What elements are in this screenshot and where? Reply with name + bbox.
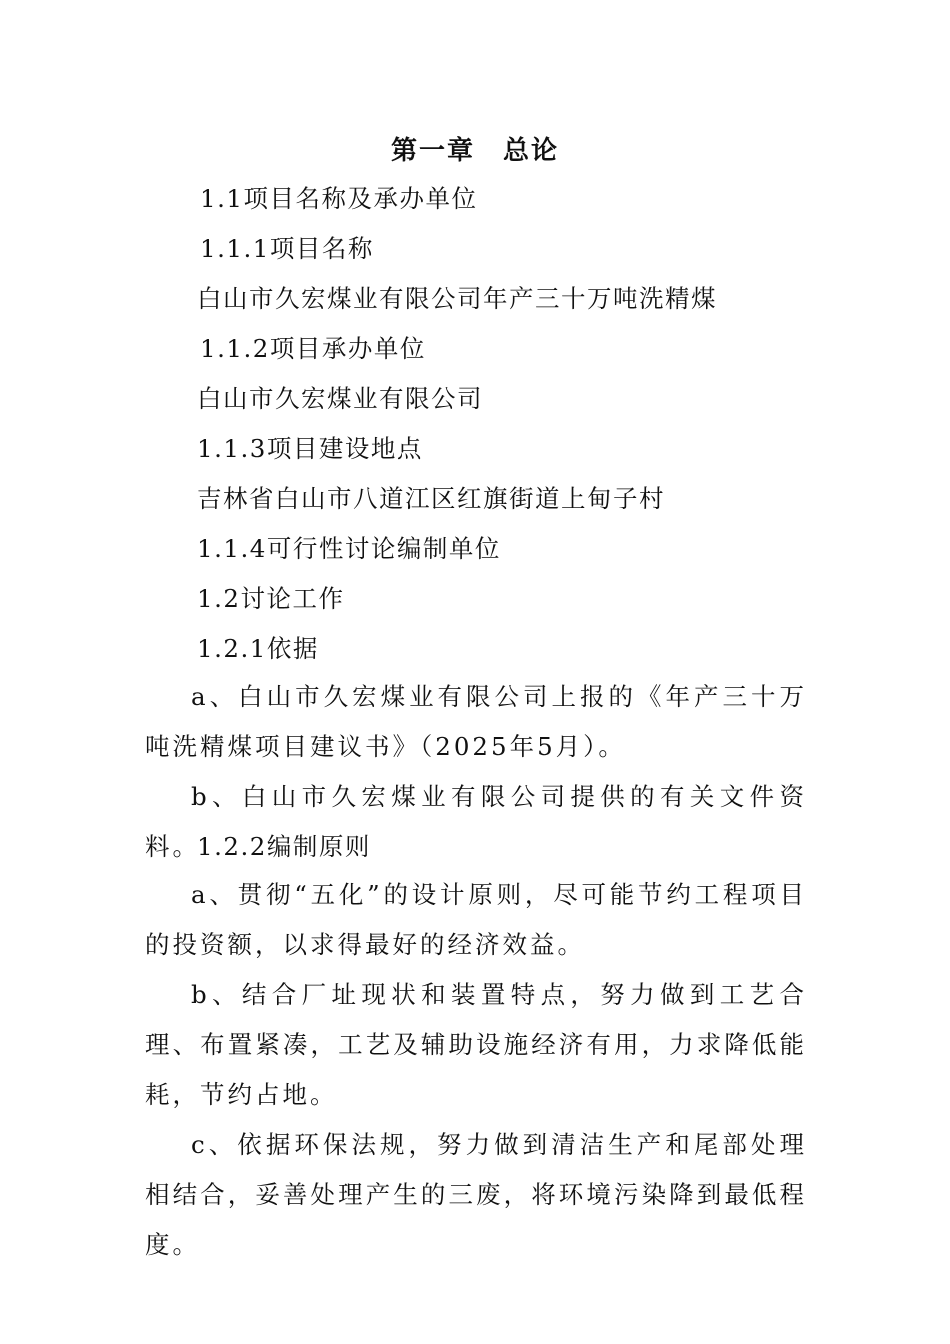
sponsor-text: 白山市久宏煤业有限公司 bbox=[197, 384, 483, 413]
basis-item-b: b、白山市久宏煤业有限公司提供的有关文件资料。 bbox=[145, 782, 807, 861]
principle-item-b: b、结合厂址现状和装置特点，努力做到工艺合理、布置紧凑，工艺及辅助设施经济有用，力求降低能耗，节约占地。 bbox=[145, 980, 807, 1109]
principle-item-a: a、贯彻“五化”的设计原则，尽可能节约工程项目的投资额，以求得最好的经济效益。 bbox=[145, 880, 807, 959]
principle-item-c: c、依据环保法规，努力做到清洁生产和尾部处理相结合，妥善处理产生的三废，将环境污染降到最低程度。 bbox=[145, 1130, 807, 1259]
section-1-1-4-heading: 1.1.4可行性讨论编制单位 bbox=[197, 534, 501, 563]
section-1-2-heading: 1.2讨论工作 bbox=[197, 584, 345, 613]
project-name-text: 白山市久宏煤业有限公司年产三十万吨洗精煤 bbox=[197, 284, 717, 313]
section-1-1-1-heading: 1.1.1项目名称 bbox=[200, 234, 374, 263]
section-1-2-1-heading: 1.2.1依据 bbox=[197, 634, 319, 663]
section-1-2-2-heading: 1.2.2编制原则 bbox=[197, 832, 371, 861]
section-1-1-3-heading: 1.1.3项目建设地点 bbox=[197, 434, 423, 463]
section-1-1-heading: 1.1项目名称及承办单位 bbox=[200, 184, 478, 213]
section-1-1-2-heading: 1.1.2项目承办单位 bbox=[200, 334, 426, 363]
basis-item-a: a、白山市久宏煤业有限公司上报的《年产三十万吨洗精煤项目建议书》（2025年5月）。 bbox=[145, 682, 807, 761]
chapter-title: 第一章 总论 bbox=[390, 136, 559, 166]
location-text: 吉林省白山市八道江区红旗街道上甸子村 bbox=[197, 484, 665, 513]
